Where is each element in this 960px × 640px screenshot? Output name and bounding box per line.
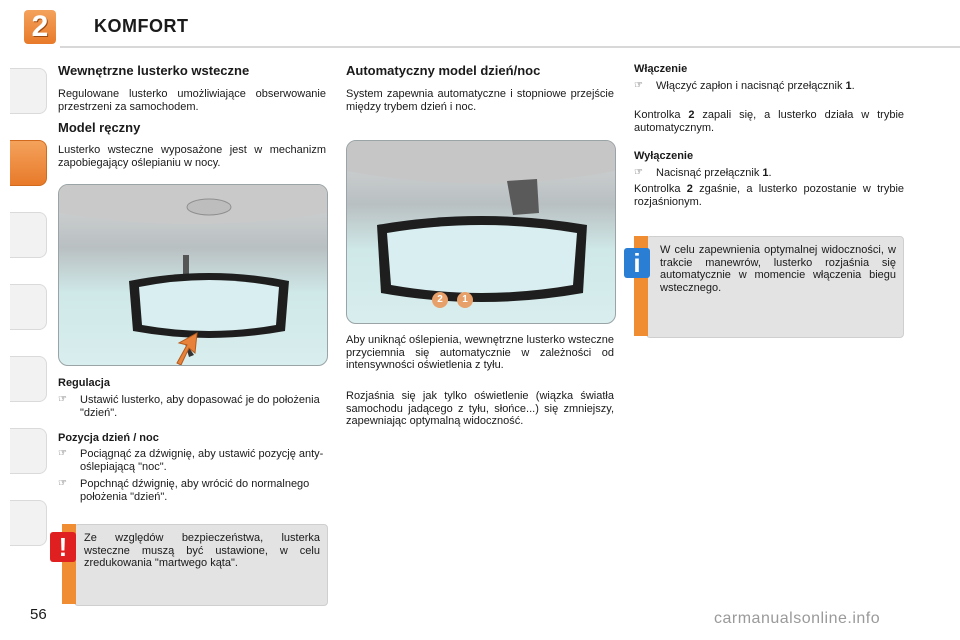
side-tab-7[interactable] bbox=[10, 500, 47, 546]
warning-text: Ze względów bezpieczeństwa, lusterka wsteczne muszą być ustawione, w celu zredukowania "martwego kąta". bbox=[84, 532, 320, 569]
callout-2: 2 bbox=[432, 292, 448, 308]
manual-mirror-illustration bbox=[58, 184, 328, 366]
subsection-title-manual: Model ręczny bbox=[58, 120, 141, 135]
chapter-number-badge: 2 bbox=[24, 10, 56, 44]
pointing-hand-icon: ☞ bbox=[58, 394, 67, 405]
off-status-paragraph: Kontrolka 2 zgaśnie, a lusterko pozostanie w trybie rozjaśnionym. bbox=[634, 183, 905, 208]
night-title: Pozycja dzień / noc bbox=[58, 432, 159, 444]
pointing-hand-icon: ☞ bbox=[634, 167, 643, 178]
chapter-title: KOMFORT bbox=[94, 16, 189, 36]
side-tab-3[interactable] bbox=[10, 212, 47, 258]
manual-mirror-drawing bbox=[59, 185, 327, 365]
manual-paragraph: Lusterko wsteczne wyposażone jest w mechanizm zapobiegający oślepianiu w nocy. bbox=[58, 144, 326, 169]
adjust-title: Regulacja bbox=[58, 377, 110, 389]
auto-mirror-illustration bbox=[346, 140, 616, 324]
page-number: 56 bbox=[30, 606, 47, 623]
side-tab-2-active[interactable] bbox=[10, 140, 47, 186]
side-tab-6[interactable] bbox=[10, 428, 47, 474]
section-title-interior-mirror: Wewnętrzne lusterko wsteczne bbox=[58, 63, 250, 78]
auto-mirror-drawing bbox=[347, 141, 615, 323]
night-list-item: ☞ Pociągnąć za dźwignię, aby ustawić pozycję anty-oślepiającą "noc". bbox=[58, 448, 324, 473]
warning-icon: ! bbox=[50, 532, 76, 562]
on-title: Włączenie bbox=[634, 63, 688, 75]
pointing-hand-icon: ☞ bbox=[634, 80, 643, 91]
section-title-auto-mode: Automatyczny model dzień/noc bbox=[346, 63, 541, 78]
adjust-list-item: ☞ Ustawić lusterko, aby dopasować je do położenia "dzień". bbox=[58, 394, 320, 419]
on-status-paragraph: Kontrolka 2 zapali się, a lusterko działa w trybie automatycznym. bbox=[634, 109, 904, 134]
side-tab-5[interactable] bbox=[10, 356, 47, 402]
side-tab-1[interactable] bbox=[10, 68, 47, 114]
intro-paragraph: Regulowane lusterko umożliwiające obserwowanie przestrzeni za samochodem. bbox=[58, 88, 326, 113]
callout-1: 1 bbox=[457, 292, 473, 308]
auto-paragraph-1: Aby uniknąć oślepienia, wewnętrzne lusterko wsteczne przyciemnia się automatycznie w zależności od intensywności oświetlenia z tyłu. bbox=[346, 334, 614, 371]
auto-paragraph-2: Rozjaśnia się jak tylko oświetlenie (wiązka światła samochodu jadącego z tyłu, słońce...) się zmniejszy, zapewniając optymalną widoczność. bbox=[346, 390, 614, 427]
info-icon: i bbox=[624, 248, 650, 278]
watermark-text: carmanualsonline.info bbox=[714, 610, 881, 627]
chapter-side-tabs bbox=[10, 60, 46, 580]
header-divider bbox=[60, 46, 960, 48]
pointing-hand-icon: ☞ bbox=[58, 478, 67, 489]
on-list-item: ☞ Włączyć zapłon i nacisnąć przełącznik 1. bbox=[634, 80, 855, 92]
pointing-hand-icon: ☞ bbox=[58, 448, 67, 459]
off-title: Wyłączenie bbox=[634, 150, 694, 162]
side-tab-4[interactable] bbox=[10, 284, 47, 330]
auto-intro-paragraph: System zapewnia automatyczne i stopniowe przejście między trybem dzień i noc. bbox=[346, 88, 614, 113]
night-list-item: ☞ Popchnąć dźwignię, aby wrócić do normalnego położenia "dzień". bbox=[58, 478, 310, 503]
info-text: W celu zapewnienia optymalnej widoczności, w trakcie manewrów, lusterko rozjaśnia się automatycznie w momencie włączenia biegu wstecznego. bbox=[660, 244, 896, 294]
off-list-item: ☞ Nacisnąć przełącznik 1. bbox=[634, 167, 772, 179]
